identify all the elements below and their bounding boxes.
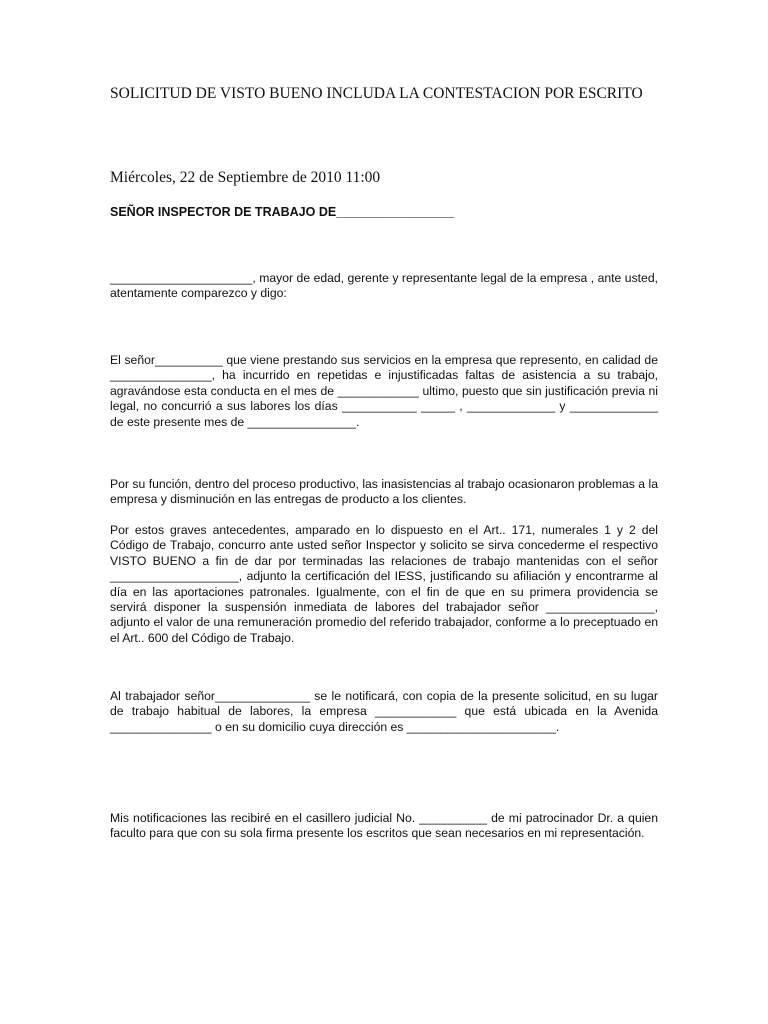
document-title: SOLICITUD DE VISTO BUENO INCLUDA LA CONTESTACION POR ESCRITO — [110, 85, 643, 102]
addressee-line: SEÑOR INSPECTOR DE TRABAJO DE_________________ — [110, 205, 455, 219]
paragraph-absences: El señor__________ que viene prestando sus servicios en la empresa que represento, en calidad de _______________, ha incurrido en repetidas e injustificadas faltas de asistencia a su trabajo, agravándose esta conducta en el mes de ____________ ultimo, puesto que sin justificación previa ni legal, no concurrió a sus labores los días ___________ _____ , _____________ y _____________ de este presente mes de ________________. — [110, 353, 658, 429]
paragraph-notification: Al trabajador señor______________ se le notificará, con copia de la presente solicitud, en su lugar de trabajo habitual de labores, la empresa ____________ que está ubicada en la Avenida _______________ o en su domicilio cuya dirección es ______________________. — [110, 689, 658, 734]
paragraph-judicial-box: Mis notificaciones las recibiré en el casillero judicial No. __________ de mi patrocinador Dr. a quien faculto para que con su sola firma presente los escritos que sean necesarios en mi representación. — [110, 811, 658, 841]
document-date: Miércoles, 22 de Septiembre de 2010 11:00 — [110, 169, 381, 186]
paragraph-consequences: Por su función, dentro del proceso productivo, las inasistencias al trabajo ocasionaron problemas a la empresa y disminución en las entregas de producto a los clientes. — [110, 477, 658, 507]
paragraph-introduction: _____________________, mayor de edad, gerente y representante legal de la empresa , ante usted, atentamente comparezco y digo: — [110, 271, 658, 301]
paragraph-request: Por estos graves antecedentes, amparado en lo dispuesto en el Art.. 171, numerales 1 y 2 del Código de Trabajo, concurro ante usted señor Inspector y solicito se sirva concederme el respectivo VISTO BUENO a fin de dar por terminadas las relaciones de trabajo mantenidas con el señor ___________________, adjunto la certificación del IESS, justificando su afiliación y encontrarme al día en las aportaciones patronales. Igualmente, con el fin de que en su primera providencia se servirá disponer la suspensión inmediata de labores del trabajador señor ________________, adjunto el valor de una remuneración promedio del referido trabajador, conforme a lo preceptuado en el Art.. 600 del Código de Trabajo. — [110, 523, 658, 645]
